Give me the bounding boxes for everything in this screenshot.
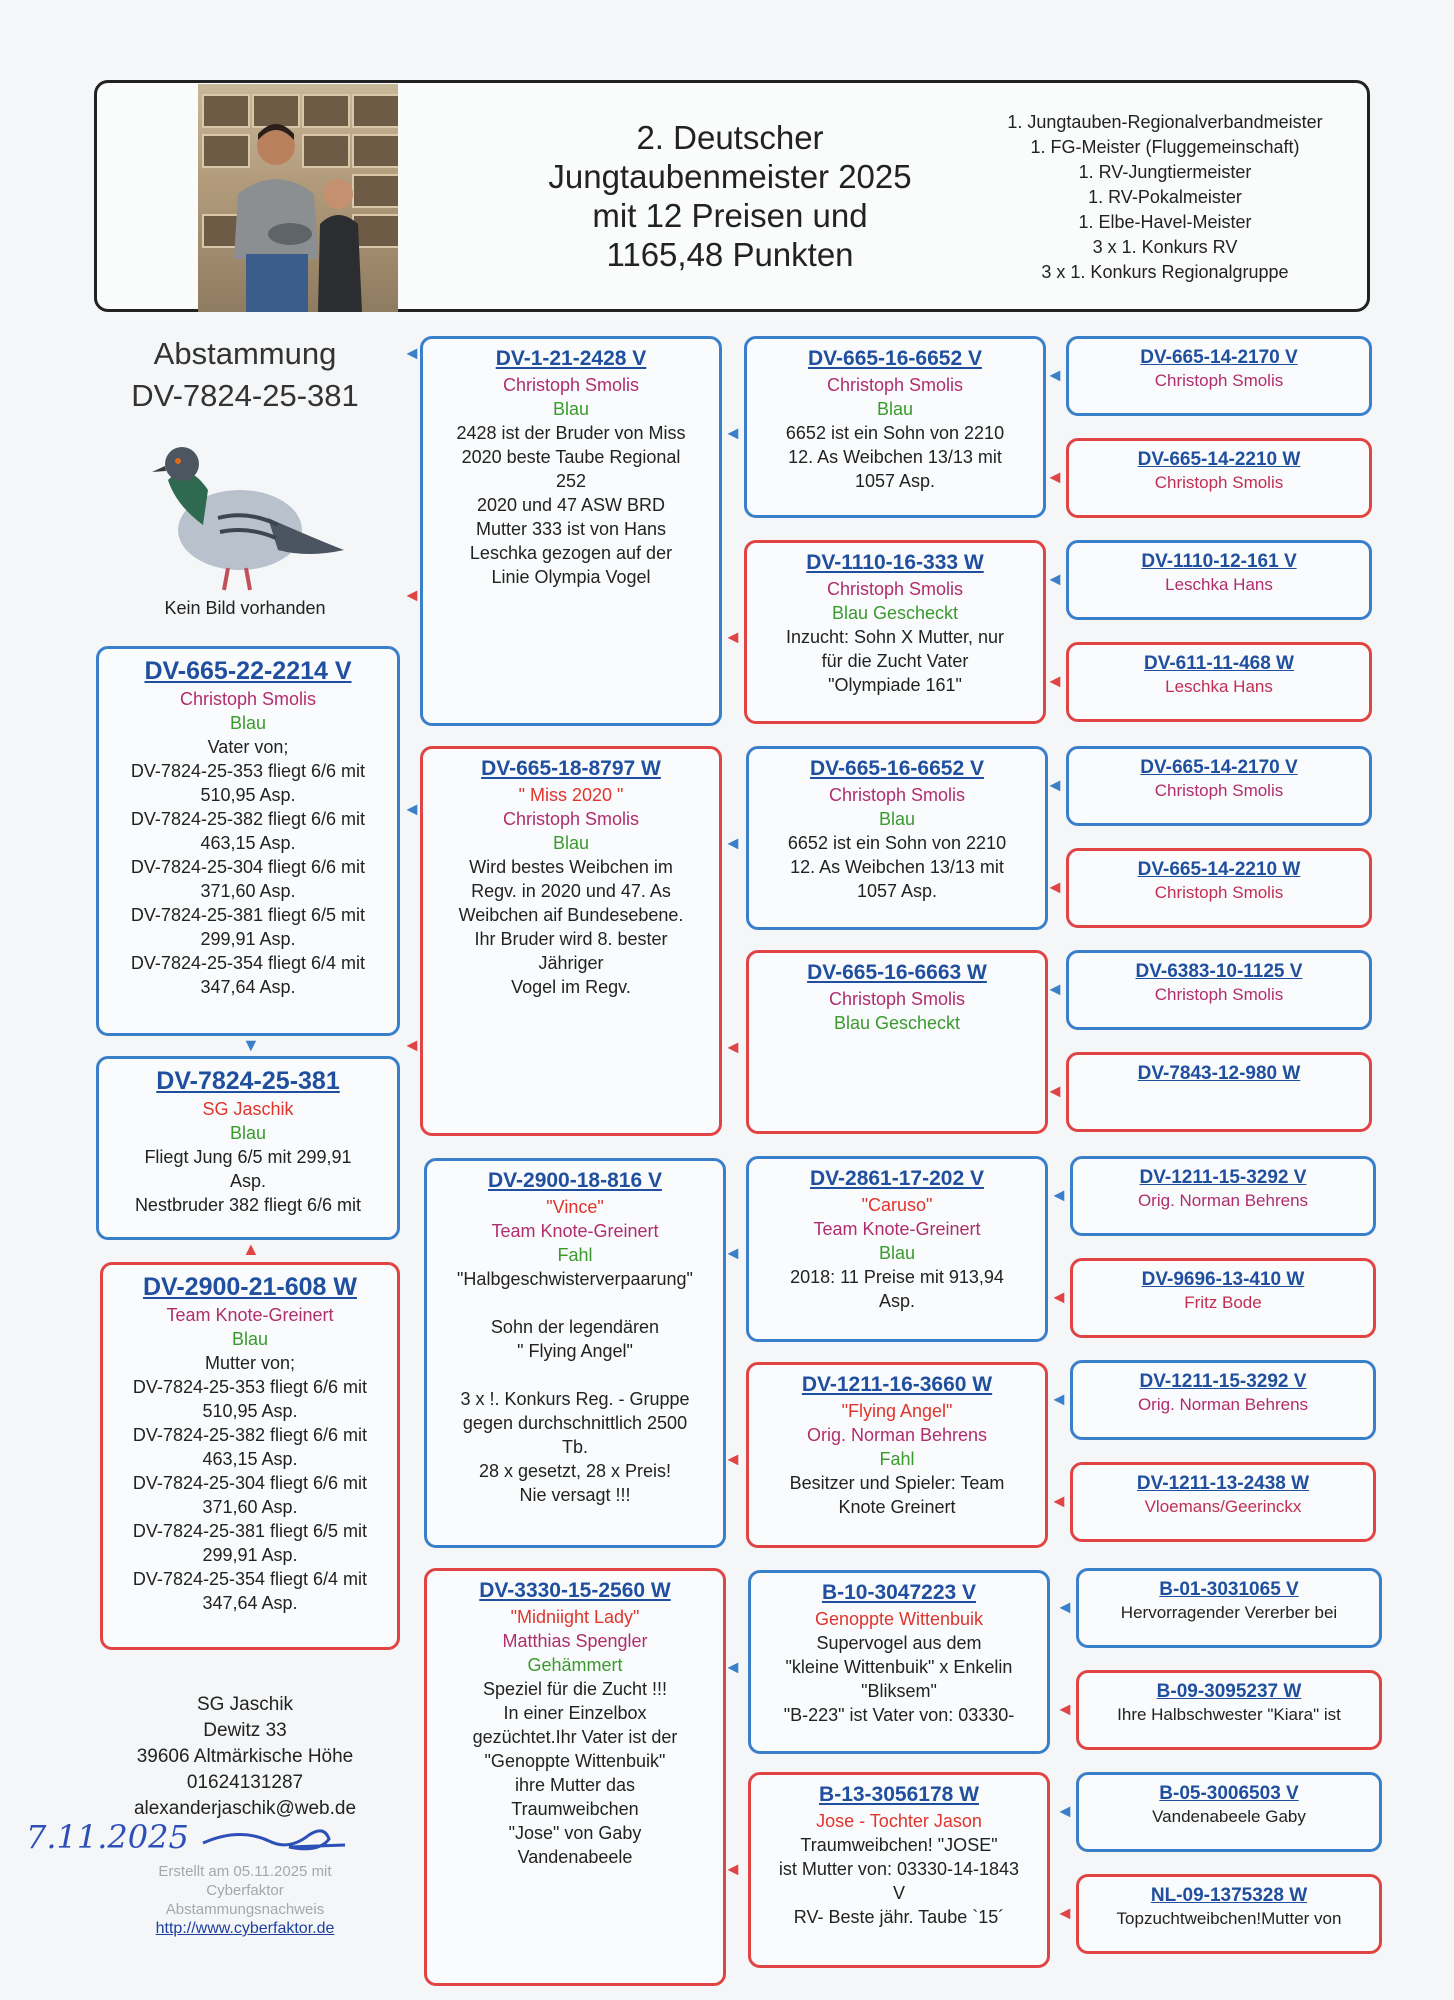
note-line: 6652 ist ein Sohn von 2210	[787, 833, 1007, 853]
grandparent-card	[420, 336, 722, 726]
note-line	[435, 1363, 715, 1387]
ancestor-card	[1070, 1462, 1376, 1542]
note-line: 510,95 Asp.	[200, 785, 296, 805]
ring-number[interactable]: DV-665-14-2170 V	[1140, 347, 1298, 368]
note-line: gezüchtet.Ihr Vater ist der	[472, 1727, 678, 1747]
ring-number[interactable]: DV-665-18-8797 W	[481, 757, 661, 780]
footer-line: Erstellt am 05.11.2025 mit	[158, 1863, 332, 1880]
note-line: DV-7824-25-354 fliegt 6/4 mit	[130, 953, 366, 973]
owner: Christoph Smolis	[828, 989, 966, 1009]
arrow-left-icon: ◄	[1050, 1287, 1068, 1307]
grandparent-card	[424, 1158, 726, 1548]
ring-number[interactable]: DV-9696-13-410 W	[1141, 1269, 1305, 1290]
ring-number[interactable]: DV-2900-21-608 W	[142, 1273, 357, 1301]
breeder-photo	[198, 84, 398, 312]
note-line: Knote Greinert	[838, 1497, 956, 1517]
title-item: 1. RV-Jungtiermeister	[1078, 162, 1252, 182]
note-line: 6652 ist ein Sohn von 2210	[785, 423, 1005, 443]
colour: Blau	[878, 1243, 916, 1263]
ring-number[interactable]: DV-665-14-2210 W	[1137, 449, 1301, 470]
ring-number[interactable]: B-13-3056178 W	[819, 1783, 979, 1806]
ring-number[interactable]: DV-665-16-6663 W	[807, 961, 987, 984]
note-line: RV- Beste jähr. Taube `15´	[793, 1907, 1005, 1927]
great-grandparent-card	[748, 1570, 1050, 1754]
pigeon-icon	[148, 430, 348, 600]
owner: Christoph Smolis	[502, 809, 640, 829]
arrow-left-icon: ◄	[724, 423, 742, 443]
note-line: Weibchen aif Bundesebene.	[458, 905, 684, 925]
father-card	[96, 646, 400, 1036]
owner: Hervorragender Vererber bei	[1120, 1603, 1338, 1622]
great-grandparent-card	[744, 540, 1046, 724]
ring-number[interactable]: DV-665-14-2210 W	[1137, 859, 1301, 880]
arrow-left-icon: ◄	[403, 343, 421, 363]
note-line: DV-7824-25-353 fliegt 6/6 mit	[130, 761, 366, 781]
note-line: Fliegt Jung 6/5 mit 299,91	[144, 1147, 352, 1167]
note-line: Vogel im Regv.	[511, 977, 631, 997]
arrow-left-icon: ◄	[403, 799, 421, 819]
ring-number[interactable]: DV-3330-15-2560 W	[479, 1579, 671, 1602]
ring-number[interactable]: DV-2861-17-202 V	[810, 1167, 984, 1190]
great-grandparent-card	[746, 746, 1048, 930]
note-line: 2018: 11 Preise mit 913,94	[790, 1267, 1004, 1287]
arrow-left-icon: ◄	[1046, 775, 1064, 795]
arrow-left-icon: ◄	[724, 1449, 742, 1469]
note-line	[435, 1291, 715, 1315]
owner: Christoph Smolis	[826, 375, 964, 395]
footer-line: Cyberfaktor	[206, 1882, 284, 1899]
note-line: 2428 ist der Bruder von Miss	[456, 423, 686, 443]
note-line: Inzucht: Sohn X Mutter, nur	[785, 627, 1005, 647]
owner: Christoph Smolis	[1154, 371, 1284, 390]
ring-number[interactable]: DV-1110-12-161 V	[1141, 551, 1297, 572]
note-line: Wird bestes Weibchen im	[469, 857, 673, 877]
pedigree-ring: DV-7824-25-381	[131, 378, 359, 413]
colour: Blau	[552, 833, 590, 853]
note-line: 3 x !. Konkurs Reg. - Gruppe	[460, 1389, 690, 1409]
arrow-left-icon: ◄	[1046, 1081, 1064, 1101]
arrow-left-icon: ◄	[1050, 1389, 1068, 1409]
owner: Orig. Norman Behrens	[1137, 1395, 1309, 1414]
arrow-left-icon: ◄	[724, 1037, 742, 1057]
note-line: 510,95 Asp.	[202, 1401, 298, 1421]
ancestor-card	[1066, 438, 1372, 518]
arrow-left-icon: ◄	[403, 585, 421, 605]
main-title-line: 1165,48 Punkten	[606, 236, 854, 273]
signature-date: 7.11.2025	[26, 1818, 189, 1856]
titles-list	[960, 110, 1370, 285]
arrow-left-icon: ◄	[1056, 1903, 1074, 1923]
owner: Christoph Smolis	[1154, 781, 1284, 800]
ring-number[interactable]: DV-1211-13-2438 W	[1136, 1473, 1310, 1494]
note-line: Traumweibchen! "JOSE"	[800, 1835, 998, 1855]
note-line: "Bliksem"	[861, 1681, 937, 1701]
ring-number[interactable]: DV-7824-25-381	[156, 1067, 340, 1095]
ancestor-card	[1076, 1874, 1382, 1954]
signature-scribble-icon	[199, 1823, 349, 1857]
arrow-left-icon: ◄	[1046, 979, 1064, 999]
nickname: "Vince"	[546, 1197, 604, 1217]
ancestor-card	[1070, 1360, 1376, 1440]
colour: Blau	[231, 1329, 269, 1349]
title-item: 1. Elbe-Havel-Meister	[1078, 212, 1252, 232]
note-line: DV-7824-25-304 fliegt 6/6 mit	[130, 857, 366, 877]
ancestor-card	[1076, 1772, 1382, 1852]
note-line: Supervogel aus dem	[816, 1633, 982, 1653]
note-line: Tb.	[561, 1437, 588, 1457]
title-item: 1. Jungtauben-Regionalverbandmeister	[1007, 112, 1323, 132]
nickname: Jose - Tochter Jason	[816, 1811, 982, 1831]
main-title	[510, 118, 950, 274]
owner: Matthias Spengler	[502, 1631, 648, 1651]
ring-number[interactable]: DV-665-14-2170 V	[1140, 757, 1298, 778]
footer-link[interactable]: http://www.cyberfaktor.de	[155, 1920, 335, 1937]
arrow-left-icon: ◄	[1050, 1185, 1068, 1205]
ring-number[interactable]: B-05-3006503 V	[1159, 1783, 1299, 1804]
note-line: " Flying Angel"	[517, 1341, 633, 1361]
note-line: 299,91 Asp.	[200, 929, 296, 949]
owner: Orig. Norman Behrens	[806, 1425, 988, 1445]
owner: Leschka Hans	[1165, 677, 1273, 696]
ancestor-card	[1066, 540, 1372, 620]
note-line: 252	[555, 471, 587, 491]
owner: Christoph Smolis	[502, 375, 640, 395]
ancestor-card	[1076, 1670, 1382, 1750]
note-line: Speziel für die Zucht !!!	[482, 1679, 668, 1699]
note-line: 2020 und 47 ASW BRD	[476, 495, 666, 515]
note-line: Besitzer und Spieler: Team	[789, 1473, 1005, 1493]
note-line: ihre Mutter das	[514, 1775, 636, 1795]
note-line: Traumweibchen	[511, 1799, 639, 1819]
ancestor-card	[1076, 1568, 1382, 1648]
note-line: "Halbgeschwisterverpaarung"	[457, 1269, 693, 1289]
colour: Fahl	[557, 1245, 593, 1265]
note-line: Linie Olympia Vogel	[491, 567, 651, 587]
owner: Christoph Smolis	[1154, 473, 1284, 492]
ring-number[interactable]: DV-1-21-2428 V	[495, 347, 647, 370]
note-line: V	[892, 1883, 905, 1903]
arrow-left-icon: ◄	[724, 627, 742, 647]
colour: Blau	[552, 399, 590, 419]
owner: Team Knote-Greinert	[813, 1219, 981, 1239]
note-line: "Jose" von Gaby	[508, 1823, 642, 1843]
note-line: 12. As Weibchen 13/13 mit	[788, 447, 1002, 467]
note-line: 347,64 Asp.	[202, 1593, 298, 1613]
arrow-up-icon: ▲	[242, 1239, 260, 1259]
ring-number[interactable]: DV-7843-12-980 W	[1137, 1063, 1301, 1084]
ancestor-card	[1070, 1258, 1376, 1338]
colour: Blau	[229, 713, 267, 733]
note-line: Nestbruder 382 fliegt 6/6 mit	[134, 1195, 362, 1215]
note-line: 12. As Weibchen 13/13 mit	[790, 857, 1004, 877]
title-item: 3 x 1. Konkurs RV	[1092, 237, 1238, 257]
ancestor-card	[1066, 1052, 1372, 1132]
ring-number[interactable]: DV-611-11-468 W	[1144, 653, 1294, 674]
note-line: Asp.	[229, 1171, 267, 1191]
breeder-address	[100, 1692, 390, 1822]
note-line: DV-7824-25-382 fliegt 6/6 mit	[130, 809, 366, 829]
note-line: für die Zucht Vater	[821, 651, 969, 671]
colour: Blau Gescheckt	[831, 603, 959, 623]
main-title-line: mit 12 Preisen und	[592, 197, 868, 234]
owner: Vandenabeele Gaby	[1152, 1807, 1306, 1826]
ancestor-card	[1066, 848, 1372, 928]
owner: Christoph Smolis	[1154, 985, 1284, 1004]
nickname: "Caruso"	[861, 1195, 933, 1215]
note-line: Ihr Bruder wird 8. bester	[474, 929, 668, 949]
ring-number[interactable]: NL-09-1375328 W	[1150, 1885, 1308, 1906]
note-line: Leschka gezogen auf der	[469, 543, 673, 563]
note-line: Jähriger	[538, 953, 604, 973]
ring-number[interactable]: DV-2900-18-816 V	[488, 1169, 662, 1192]
title-item: 1. FG-Meister (Fluggemeinschaft)	[1030, 137, 1300, 157]
owner: Christoph Smolis	[1154, 883, 1284, 902]
main-title-line: 2. Deutscher	[636, 119, 824, 156]
great-grandparent-card	[746, 1156, 1048, 1342]
owner: Team Knote-Greinert	[491, 1221, 659, 1241]
arrow-left-icon: ◄	[724, 1657, 742, 1677]
address-line: SG Jaschik	[196, 1694, 294, 1715]
note-line: DV-7824-25-382 fliegt 6/6 mit	[132, 1425, 368, 1445]
owner: Leschka Hans	[1165, 575, 1273, 594]
arrow-left-icon: ◄	[724, 833, 742, 853]
pedigree-heading: Abstammung	[153, 336, 337, 371]
note-line: Nie versagt !!!	[519, 1485, 631, 1505]
nickname: "Midniight Lady"	[510, 1607, 640, 1627]
ancestor-card	[1070, 1156, 1376, 1236]
great-grandparent-card	[748, 1772, 1050, 1968]
owner: Orig. Norman Behrens	[1137, 1191, 1309, 1210]
colour: Blau Gescheckt	[833, 1013, 961, 1033]
ring-number[interactable]: DV-665-22-2214 V	[144, 657, 352, 685]
note-line: Sohn der legendären	[490, 1317, 660, 1337]
address-line: 39606 Altmärkische Höhe	[136, 1746, 354, 1767]
grandparent-card	[420, 746, 722, 1136]
footer	[130, 1862, 360, 1938]
note-line: 28 x gesetzt, 28 x Preis!	[478, 1461, 672, 1481]
title-item: 3 x 1. Konkurs Regionalgruppe	[1041, 262, 1289, 282]
ring-number[interactable]: B-09-3095237 W	[1156, 1681, 1302, 1702]
owner: Vloemans/Geerinckx	[1144, 1497, 1302, 1516]
note-line: gegen durchschnittlich 2500	[462, 1413, 688, 1433]
colour: Blau	[878, 809, 916, 829]
note-line: Vandenabeele	[517, 1847, 633, 1867]
note-line: 2020 beste Taube Regional	[461, 447, 681, 467]
note-line: DV-7824-25-381 fliegt 6/5 mit	[132, 1521, 368, 1541]
colour: Fahl	[879, 1449, 915, 1469]
ancestor-card	[1066, 336, 1372, 416]
arrow-left-icon: ◄	[403, 1035, 421, 1055]
owner: Topzuchtweibchen!Mutter von	[1116, 1909, 1342, 1928]
arrow-left-icon: ◄	[1050, 1491, 1068, 1511]
note-line: Vater von;	[207, 737, 289, 757]
note-line: Mutter von;	[204, 1353, 296, 1373]
ancestor-card	[1066, 950, 1372, 1030]
note-line: 371,60 Asp.	[200, 881, 296, 901]
ancestor-card	[1066, 746, 1372, 826]
footer-line: Abstammungsnachweis	[165, 1901, 325, 1918]
ring-number[interactable]: DV-1211-15-3292 V	[1139, 1167, 1307, 1188]
note-line: DV-7824-25-353 fliegt 6/6 mit	[132, 1377, 368, 1397]
arrow-left-icon: ◄	[1056, 1699, 1074, 1719]
main-title-line: Jungtaubenmeister 2025	[548, 158, 912, 195]
pedigree-title	[90, 333, 400, 417]
ring-number[interactable]: DV-6383-10-1125 V	[1135, 961, 1303, 982]
great-grandparent-card	[746, 950, 1048, 1134]
note-line: 1057 Asp.	[856, 881, 938, 901]
owner: Ihre Halbschwester "Kiara" ist	[1117, 1705, 1341, 1724]
note-line: "kleine Wittenbuik" x Enkelin	[785, 1657, 1013, 1677]
note-line: 1057 Asp.	[854, 471, 936, 491]
great-grandparent-card	[746, 1362, 1048, 1548]
owner: Christoph Smolis	[828, 785, 966, 805]
ring-number[interactable]: DV-1211-16-3660 W	[801, 1373, 993, 1396]
note-line: ist Mutter von: 03330-14-1843	[778, 1859, 1020, 1879]
owner: Team Knote-Greinert	[166, 1305, 334, 1325]
note-line: "Olympiade 161"	[828, 675, 962, 695]
owner: Christoph Smolis	[826, 579, 964, 599]
ring-number[interactable]: DV-1211-15-3292 V	[1139, 1371, 1307, 1392]
subject-card	[96, 1056, 400, 1240]
title-item: 1. RV-Pokalmeister	[1088, 187, 1242, 207]
ring-number[interactable]: DV-665-16-6652 V	[808, 347, 982, 370]
owner: Christoph Smolis	[179, 689, 317, 709]
note-line: Mutter 333 ist von Hans	[475, 519, 667, 539]
nickname: " Miss 2020 "	[518, 785, 624, 805]
ring-number[interactable]: DV-1110-16-333 W	[806, 551, 984, 574]
note-line: DV-7824-25-381 fliegt 6/5 mit	[130, 905, 366, 925]
note-line: "B-223" ist Vater von: 03330-	[783, 1705, 1015, 1725]
arrow-left-icon: ◄	[1046, 877, 1064, 897]
signature	[26, 1818, 349, 1857]
colour: Blau	[876, 399, 914, 419]
no-image-caption: Kein Bild vorhanden	[164, 598, 326, 618]
note-line: 299,91 Asp.	[202, 1545, 298, 1565]
address-line: Dewitz 33	[203, 1720, 287, 1741]
grandparent-card	[424, 1568, 726, 1986]
arrow-down-icon: ▼	[242, 1035, 260, 1055]
arrow-left-icon: ◄	[1056, 1597, 1074, 1617]
arrow-left-icon: ◄	[724, 1243, 742, 1263]
nickname: "Flying Angel"	[841, 1401, 953, 1421]
note-line: Asp.	[878, 1291, 916, 1311]
arrow-left-icon: ◄	[1046, 671, 1064, 691]
note-line: "Genoppte Wittenbuik"	[484, 1751, 666, 1771]
note-line: Regv. in 2020 und 47. As	[471, 881, 671, 901]
nickname: Genoppte Wittenbuik	[814, 1609, 984, 1629]
arrow-left-icon: ◄	[1046, 467, 1064, 487]
great-grandparent-card	[744, 336, 1046, 518]
ancestor-card	[1066, 642, 1372, 722]
arrow-left-icon: ◄	[1056, 1801, 1074, 1821]
note-line: In einer Einzelbox	[503, 1703, 647, 1723]
note-line: 463,15 Asp.	[202, 1449, 298, 1469]
owner: SG Jaschik	[202, 1099, 294, 1119]
note-line: 371,60 Asp.	[202, 1497, 298, 1517]
arrow-left-icon: ◄	[724, 1859, 742, 1879]
address-email[interactable]: alexanderjaschik@web.de	[133, 1798, 357, 1819]
people-figure	[198, 84, 398, 312]
note-line: DV-7824-25-354 fliegt 6/4 mit	[132, 1569, 368, 1589]
colour: Blau	[229, 1123, 267, 1143]
arrow-left-icon: ◄	[1046, 365, 1064, 385]
mother-card	[100, 1262, 400, 1650]
colour: Gehämmert	[527, 1655, 623, 1675]
ring-number[interactable]: B-10-3047223 V	[821, 1581, 977, 1604]
note-line: 463,15 Asp.	[200, 833, 296, 853]
arrow-left-icon: ◄	[1046, 569, 1064, 589]
ring-number[interactable]: DV-665-16-6652 V	[810, 757, 984, 780]
note-line: DV-7824-25-304 fliegt 6/6 mit	[132, 1473, 368, 1493]
note-line: 347,64 Asp.	[200, 977, 296, 997]
address-phone: 01624131287	[186, 1772, 304, 1793]
ring-number[interactable]: B-01-3031065 V	[1159, 1579, 1299, 1600]
owner: Fritz Bode	[1184, 1293, 1262, 1312]
